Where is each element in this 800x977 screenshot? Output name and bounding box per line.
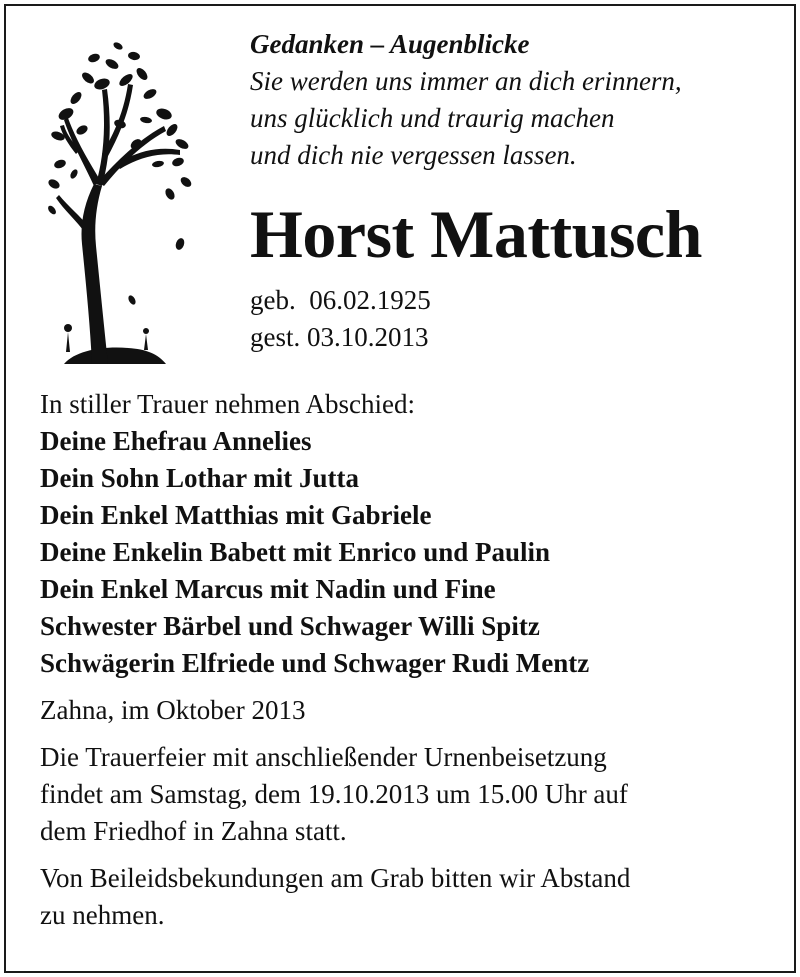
funeral-line: dem Friedhof in Zahna statt. — [40, 816, 347, 846]
mourner-line: Dein Enkel Matthias mit Gabriele — [40, 500, 432, 530]
poem-heading: Gedanken – Augenblicke — [250, 29, 530, 59]
deceased-name: Horst Mattusch — [250, 196, 702, 272]
funeral-line: Die Trauerfeier mit anschließender Urnenbeisetzung — [40, 742, 607, 772]
mourner-line: Deine Ehefrau Annelies — [40, 426, 312, 456]
mourner-line: Deine Enkelin Babett mit Enrico und Paulin — [40, 537, 551, 567]
condolence-note — [40, 860, 790, 934]
tree-icon — [46, 34, 206, 374]
mourning-intro: In stiller Trauer nehmen Abschied: — [40, 389, 415, 419]
place-date: Zahna, im Oktober 2013 — [40, 695, 306, 725]
birth-date: geb. 06.02.1925 — [250, 285, 431, 315]
mourner-line: Schwester Bärbel und Schwager Willi Spitz — [40, 611, 540, 641]
notice-body — [40, 386, 790, 934]
poem-line: Sie werden uns immer an dich erinnern, — [250, 66, 682, 96]
mourner-line: Dein Sohn Lothar mit Jutta — [40, 463, 360, 493]
mourners-list — [40, 423, 790, 682]
funeral-line: findet am Samstag, dem 19.10.2013 um 15.00 Uhr auf — [40, 779, 628, 809]
poem — [250, 26, 790, 174]
life-dates — [250, 282, 431, 356]
funeral-info — [40, 739, 790, 850]
death-date: gest. 03.10.2013 — [250, 322, 429, 352]
condolence-line: zu nehmen. — [40, 900, 165, 930]
obituary-notice — [4, 4, 796, 973]
mourner-line: Dein Enkel Marcus mit Nadin und Fine — [40, 574, 496, 604]
poem-line: uns glücklich und traurig machen — [250, 103, 615, 133]
mourner-line: Schwägerin Elfriede und Schwager Rudi Mentz — [40, 648, 590, 678]
condolence-line: Von Beileidsbekundungen am Grab bitten wir Abstand — [40, 863, 631, 893]
poem-line: und dich nie vergessen lassen. — [250, 140, 577, 170]
